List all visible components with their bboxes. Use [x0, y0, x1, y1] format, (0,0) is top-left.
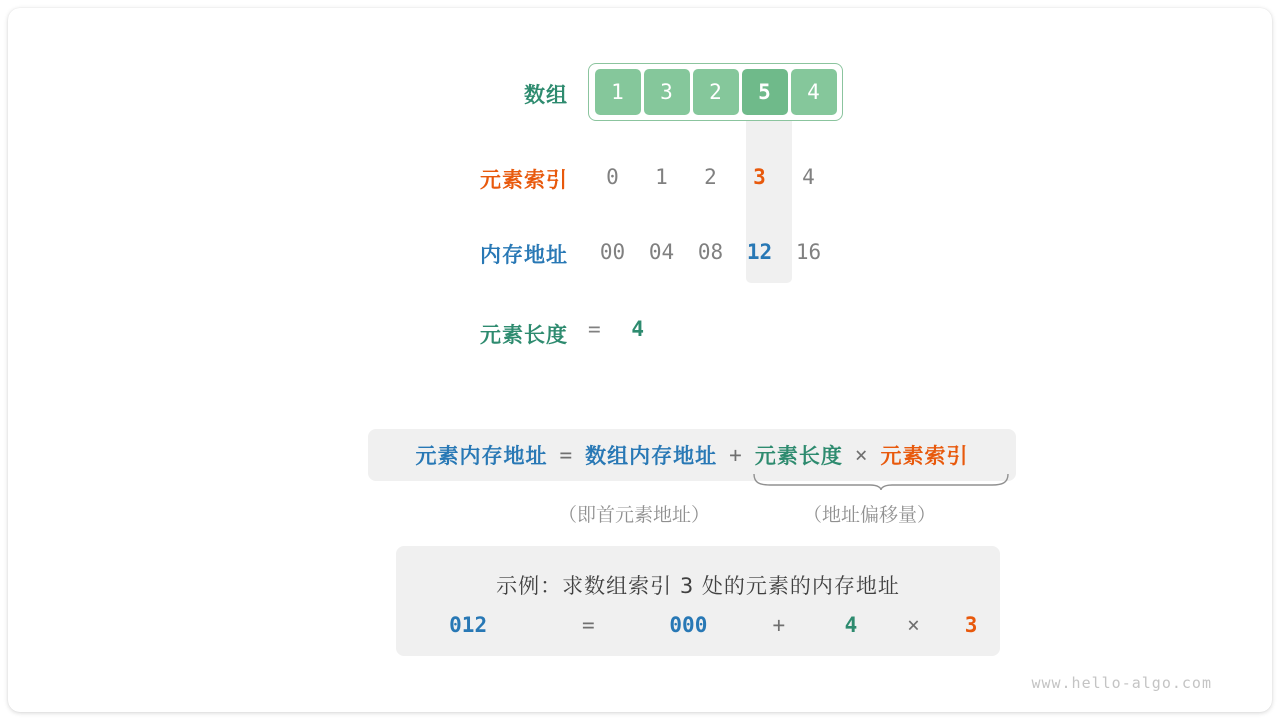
formula-element-index: 元素索引 — [880, 444, 969, 468]
formula-times: × — [854, 443, 869, 467]
formula-array-address: 数组内存地址 — [585, 444, 718, 468]
address-value: 08 — [697, 240, 724, 264]
index-value: 4 — [802, 165, 815, 189]
label-memory-address: 内存地址 — [480, 243, 568, 267]
address-value-highlighted: 12 — [746, 240, 773, 264]
address-value: 16 — [795, 240, 822, 264]
example-element-length: 4 — [844, 613, 858, 637]
address-value: 00 — [599, 240, 626, 264]
offset-brace-icon — [752, 473, 1010, 491]
label-element-length: 元素长度 — [480, 323, 568, 347]
formula-plus: + — [729, 443, 743, 467]
equals-sign: = — [588, 317, 601, 341]
element-length-value: 4 — [631, 317, 644, 341]
diagram-canvas — [8, 8, 1272, 712]
example-base-address: 000 — [669, 613, 708, 637]
example-panel — [396, 546, 1000, 656]
note-address-offset: （地址偏移量） — [803, 504, 937, 526]
address-row — [588, 237, 833, 267]
array-cell: 1 — [595, 69, 641, 115]
index-value: 0 — [606, 165, 619, 189]
array-cell-highlighted: 5 — [742, 69, 788, 115]
address-value: 04 — [648, 240, 675, 264]
array-cell: 4 — [791, 69, 837, 115]
example-index: 3 — [964, 613, 978, 637]
formula-equals: = — [559, 443, 574, 467]
example-equals: = — [582, 613, 595, 637]
example-calculation — [396, 608, 1000, 642]
index-row — [588, 162, 833, 192]
index-value-highlighted: 3 — [753, 165, 766, 189]
watermark: www.hello-algo.com — [1031, 674, 1212, 692]
formula-element-length: 元素长度 — [754, 444, 843, 468]
index-value: 1 — [655, 165, 668, 189]
example-result: 012 — [449, 613, 488, 637]
array-container — [588, 63, 843, 121]
array-cell: 2 — [693, 69, 739, 115]
index-value: 2 — [704, 165, 717, 189]
label-element-index: 元素索引 — [480, 168, 568, 192]
example-plus: + — [772, 613, 786, 637]
element-length-equation — [588, 317, 644, 341]
formula-element-address: 元素内存地址 — [415, 444, 548, 468]
label-array: 数组 — [524, 83, 568, 107]
example-times: × — [907, 613, 920, 637]
array-cell: 3 — [644, 69, 690, 115]
note-first-element-address: （即首元素地址） — [558, 504, 711, 526]
example-title: 示例：求数组索引 3 处的元素的内存地址 — [496, 574, 900, 598]
